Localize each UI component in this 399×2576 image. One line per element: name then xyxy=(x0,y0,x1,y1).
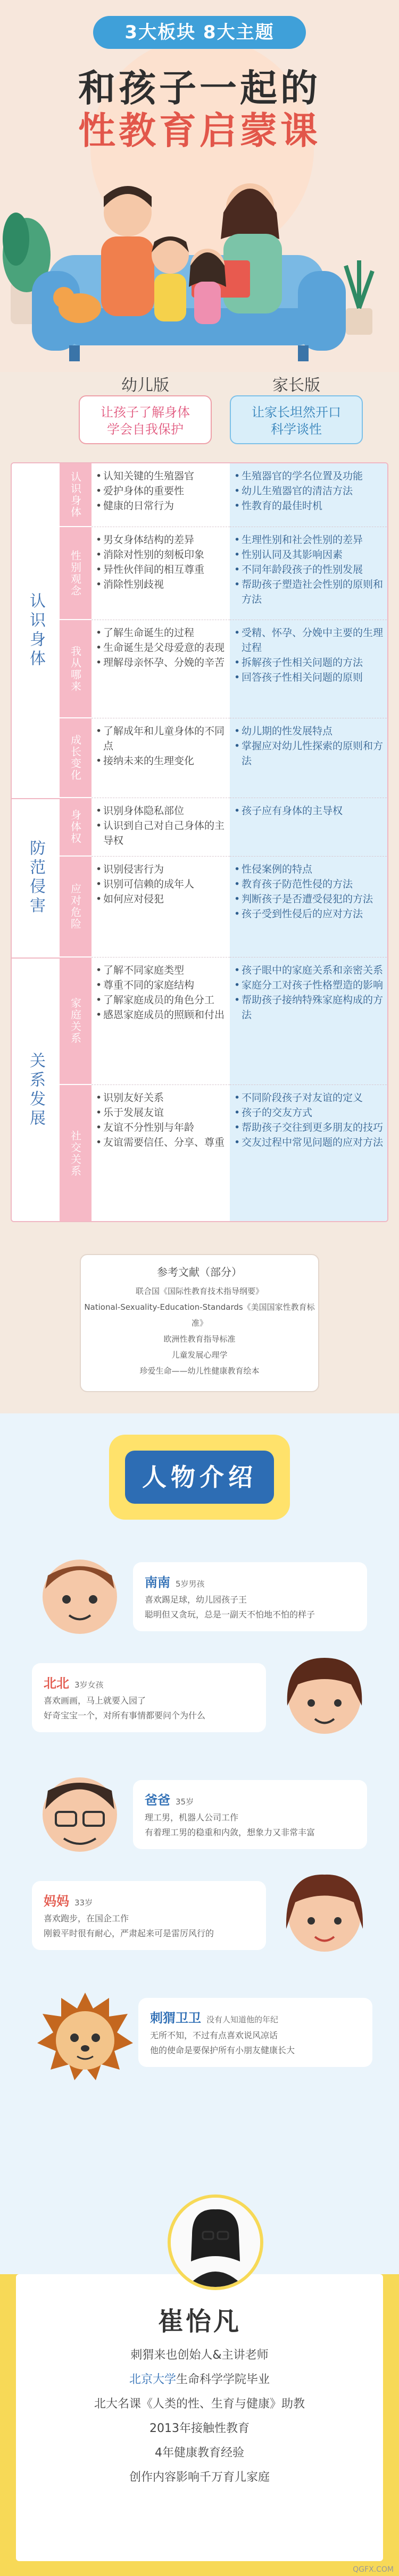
character-description: 喜欢踢足球，幼儿园孩子王 聪明但又贪玩，总是一副天不怕地不怕的样子 xyxy=(145,1595,315,1620)
group-prevention: 防范侵害 xyxy=(27,840,45,916)
parent-version-goal: 让家长坦然开口 科学谈性 xyxy=(230,395,363,444)
course-comparison xyxy=(0,372,399,1254)
reference-item: National-Sexuality-Education-Standards《美国国家性教育标准》 xyxy=(84,1302,315,1328)
character-name: 北北 xyxy=(44,1676,69,1691)
hero-banner xyxy=(0,0,399,372)
child-cell: • 了解生命诞生的过程 • 生命诞生是父母爱意的表现 • 理解母亲怀孕、分娩的辛苦 xyxy=(92,620,230,718)
child-cell: • 了解成年和儿童身体的不同点 • 接纳未来的生理变化 xyxy=(92,718,230,798)
bio-line: 2013年接触性教育 xyxy=(149,2422,250,2435)
character-name: 刺猬卫卫 xyxy=(150,2011,201,2026)
parent-cell: • 生理性别和社会性别的差异 • 性别认同及其影响因素 • 不同年龄段孩子的性别发展 • 帮助孩子塑造社会性别的原则和方法 xyxy=(230,527,388,620)
reference-item: 儿童发展心理学 xyxy=(171,1350,228,1360)
child-cell: • 识别身体隐私部位 • 认识到自己对自己身体的主导权 xyxy=(92,798,230,857)
character-tag: 5岁男孩 xyxy=(176,1579,205,1589)
characters-section xyxy=(0,1413,399,2274)
bio-line: 4年健康教育经验 xyxy=(155,2446,244,2460)
character-tag: 33岁 xyxy=(74,1898,93,1908)
character-card-mom xyxy=(32,1881,266,1950)
parent-cell: • 性侵案例的特点 • 教育孩子防范性侵的方法 • 判断孩子是否遭受侵犯的方法 • 孩子受到性侵后的应对方法 xyxy=(230,857,388,957)
character-description: 无所不知，不过有点喜欢说风凉话 他的使命是要保护所有小朋友健康长大 xyxy=(150,2030,295,2055)
parent-cell: • 受精、怀孕、分娩中主要的生理过程 • 拆解孩子性相关问题的方法 • 回答孩子性相关问题的原则 xyxy=(230,620,388,718)
bio-line: 北京大学生命科学学院毕业 xyxy=(129,2373,270,2386)
topic-danger: 应对危险 xyxy=(60,857,92,957)
character-card-nannan xyxy=(133,1562,367,1631)
hero-tag: 3大板块 8大主题 xyxy=(93,16,306,49)
child-version-label: 幼儿版 xyxy=(121,376,169,395)
author-section xyxy=(0,2274,399,2576)
author-card xyxy=(16,2274,383,2561)
references-title: 参考文献（部分） xyxy=(157,1266,242,1278)
references-section xyxy=(0,1254,399,1413)
character-tag: 没有人知道他的年纪 xyxy=(206,2015,279,2024)
boy-face-icon xyxy=(32,1546,128,1644)
group-relationships: 关系发展 xyxy=(27,1052,45,1129)
author-photo xyxy=(168,2194,263,2290)
character-name: 妈妈 xyxy=(44,1894,69,1909)
parent-cell: • 孩子应有身体的主导权 xyxy=(230,798,388,857)
reference-item: 联合国《国际性教育技术指导纲要》 xyxy=(135,1286,263,1296)
character-name: 南南 xyxy=(145,1575,170,1590)
child-version-goal: 让孩子了解身体 学会自我保护 xyxy=(79,395,212,444)
boy-figure-icon xyxy=(152,236,189,321)
hero-title-line1: 和孩子一起的 xyxy=(78,66,321,110)
topic-body-awareness: 认识身体 xyxy=(60,463,92,527)
dad-figure-icon xyxy=(101,186,154,316)
bio-line: 刺猬来也创始人&主讲老师 xyxy=(130,2349,269,2362)
author-name: 崔怡凡 xyxy=(157,2307,241,2336)
parent-cell: • 不同阶段孩子对友谊的定义 • 孩子的交友方式 • 帮助孩子交往到更多朋友的技巧 • 交友过程中常见问题的应对方法 xyxy=(230,1085,388,1222)
topic-origin: 我从哪来 xyxy=(60,620,92,718)
child-cell: • 认知关键的生殖器官 • 爱护身体的重要性 • 健康的日常行为 xyxy=(92,463,230,527)
character-description: 理工男，机器人公司工作 有着理工男的稳重和内敛，想象力又非常丰富 xyxy=(145,1812,315,1837)
watermark: QGFX.COM xyxy=(353,2565,394,2574)
character-name: 爸爸 xyxy=(145,1793,170,1808)
child-cell: • 识别友好关系 • 乐于发展友谊 • 友谊不分性别与年龄 • 友谊需要信任、分享、尊重 xyxy=(92,1085,230,1222)
topic-growth: 成长变化 xyxy=(60,718,92,798)
topic-body-rights: 身体权 xyxy=(60,798,92,857)
bio-line: 北大名课《人类的性、生育与健康》助教 xyxy=(94,2397,305,2411)
character-tag: 3岁女孩 xyxy=(74,1680,104,1690)
child-cell: • 识别侵害行为 • 识别可信赖的成年人 • 如何应对侵犯 xyxy=(92,857,230,957)
parent-version-label: 家长版 xyxy=(272,376,320,395)
child-cell: • 男女身体结构的差异 • 消除对性别的刻板印象 • 异性伙伴间的相互尊重 • 消除性别歧视 xyxy=(92,527,230,620)
character-card-dad xyxy=(133,1780,367,1849)
characters-title: 人物介绍 xyxy=(125,1451,274,1504)
references-card xyxy=(80,1254,319,1392)
topic-family: 家庭关系 xyxy=(60,957,92,1085)
character-tag: 35岁 xyxy=(176,1797,194,1807)
character-description: 喜欢画画，马上就要入园了 好奇宝宝一个，对所有事情都要问个为什么 xyxy=(44,1696,206,1721)
comparison-header xyxy=(0,372,399,452)
mom-face-icon xyxy=(277,1865,372,1963)
comparison-table xyxy=(11,462,388,1222)
character-card-hedgehog xyxy=(138,1998,372,2067)
parent-cell: • 孩子眼中的家庭关系和亲密关系 • 家庭分工对孩子性格塑造的影响 • 帮助孩子接纳特殊家庭构成的方法 xyxy=(230,957,388,1085)
author-bio xyxy=(16,2343,383,2490)
child-cell: • 了解不同家庭类型 • 尊重不同的家庭结构 • 了解家庭成员的角色分工 • 感恩家庭成员的照顾和付出 xyxy=(92,957,230,1085)
hero-title-line2: 性教育启蒙课 xyxy=(78,109,321,152)
parent-cell: • 幼儿期的性发展特点 • 掌握应对幼儿性探索的原则和方法 xyxy=(230,718,388,798)
topic-gender: 性别观念 xyxy=(60,527,92,620)
character-card-beibei xyxy=(32,1663,266,1732)
plant-right-icon xyxy=(346,260,372,335)
hedgehog-icon xyxy=(32,1982,138,2090)
parent-cell: • 生殖器官的学名位置及功能 • 幼儿生殖器官的清洁方法 • 性教育的最佳时机 xyxy=(230,463,388,527)
bio-line: 创作内容影响千万育儿家庭 xyxy=(129,2471,270,2484)
family-illustration xyxy=(0,133,399,372)
character-description: 喜欢跑步，在国企工作 刚毅平时很有耐心，严肃起来可是雷厉风行的 xyxy=(44,1913,214,1938)
topic-social: 社交关系 xyxy=(60,1085,92,1222)
girl-face-icon xyxy=(277,1647,372,1745)
dad-face-icon xyxy=(32,1764,128,1862)
reference-item: 欧洲性教育指导标准 xyxy=(163,1334,236,1344)
reference-item: 珍爱生命——幼儿性健康教育绘本 xyxy=(139,1366,260,1376)
group-body: 认识身体 xyxy=(27,592,45,669)
